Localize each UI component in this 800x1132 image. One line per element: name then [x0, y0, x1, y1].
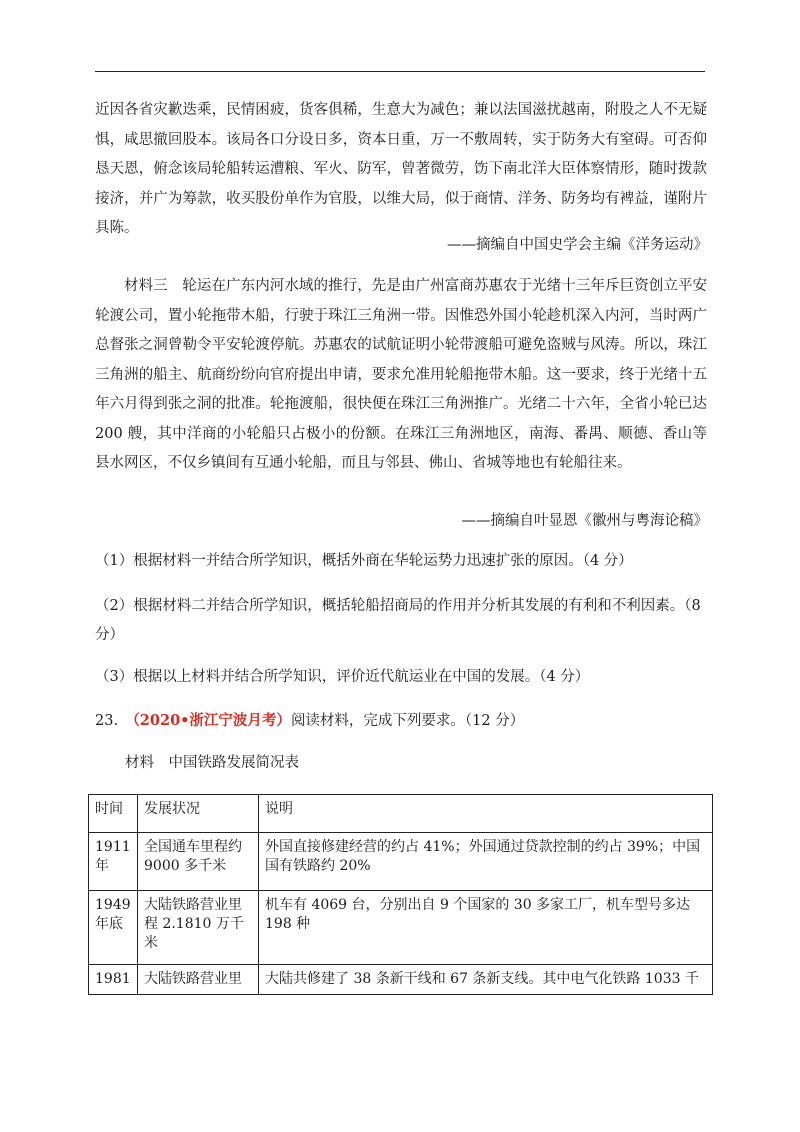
question-23-source-tag: （2020•浙江宁波月考） [132, 712, 291, 729]
question-1: （1）根据材料一并结合所学知识，概括外商在华轮运势力迅速扩张的原因。（4 分） [95, 553, 633, 569]
material-3-paragraph: 材料三 轮运在广东内河水域的推行，先是由广州富商苏惠农于光绪十三年斥巨资创立平安轮渡公司，置小轮拖带木船，行驶于珠江三角洲一带。因惟恐外国小轮趁机深入内河，当时两广总督张之洞曾勒令平安轮渡停航。苏惠农的试航证明小轮带渡船可避免盗贼与风涛。所以，珠江三角洲的船主、航商纷纷向官府提出申请，要求允准用轮船拖带木船。这一要求，终于光绪十五年六月得到张之洞的批准。轮拖渡船，很快便在珠江三角洲推广。光绪二十六年，全省小轮已达 200 艘，其中洋商的小轮船只占极小的份额。在珠江三角洲地区，南海、番禺、顺德、香山等县水网区，不仅乡镇间有互通小轮船，而且与邻县、佛山、省城等地也有轮船往来。 [95, 278, 707, 471]
table-row [89, 891, 713, 965]
table-header-notes: 说明 [259, 795, 713, 833]
railway-development-table [88, 794, 713, 995]
question-23-number: 23. [95, 713, 133, 729]
table-cell-time: 1949 年底 [89, 891, 138, 965]
table-caption: 材料 中国铁路发展简况表 [125, 755, 299, 771]
table-header-status: 发展状况 [138, 795, 259, 833]
table-cell-notes: 外国直接修建经营的约占 41%；外国通过贷款控制的约占 39%；中国国有铁路约 20% [259, 833, 713, 891]
table-row [89, 965, 713, 995]
source-citation-2: ——摘编自叶显恩《徽州与粤海论稿》 [461, 513, 708, 529]
table-cell-notes: 机车有 4069 台，分别出自 9 个国家的 30 多家工厂，机车型号多达 198 种 [259, 891, 713, 965]
table-cell-status: 大陆铁路营业里 [138, 965, 259, 995]
source-citation-1: ——摘编自中国史学会主编《洋务运动》 [447, 237, 708, 253]
table-header-row [89, 795, 713, 833]
table-row [89, 833, 713, 891]
question-3: （3）根据以上材料并结合所学知识，评价近代航运业在中国的发展。（4 分） [95, 669, 590, 685]
table-cell-notes: 大陆共修建了 38 条新干线和 67 条新支线。其中电气化铁路 1033 千 [259, 965, 713, 995]
question-2: （2）根据材料二并结合所学知识，概括轮船招商局的作用并分析其发展的有利和不利因素。（8 分） [95, 598, 701, 643]
question-23-prompt: 阅读材料，完成下列要求。（12 分） [290, 713, 525, 729]
table-cell-time: 1981 [89, 965, 138, 995]
table-cell-time: 1911 年 [89, 833, 138, 891]
material-2-continuation: 近因各省灾歉迭乘，民情困疲，货客俱稀，生意大为减色；兼以法国滋扰越南，附股之人不无疑惧，咸思撤回股本。该局各口分设日多，资本日重，万一不敷周转，实于防务大有窒碍。可否仰恳天恩，俯念该局轮船转运漕粮、军火、防军，曾著微劳，饬下南北洋大臣体察情形，随时拨款接济，并广为筹款，收买股份单作为官股，以维大局，似于商情、洋务、防务均有裨益，谨附片具陈。 [95, 102, 707, 236]
table-cell-status: 大陆铁路营业里程 2.1810 万千米 [138, 891, 259, 965]
table-cell-status: 全国通车里程约 9000 多千米 [138, 833, 259, 891]
header-rule [95, 71, 705, 72]
table-header-time: 时间 [89, 795, 138, 833]
question-23-header [95, 706, 707, 736]
